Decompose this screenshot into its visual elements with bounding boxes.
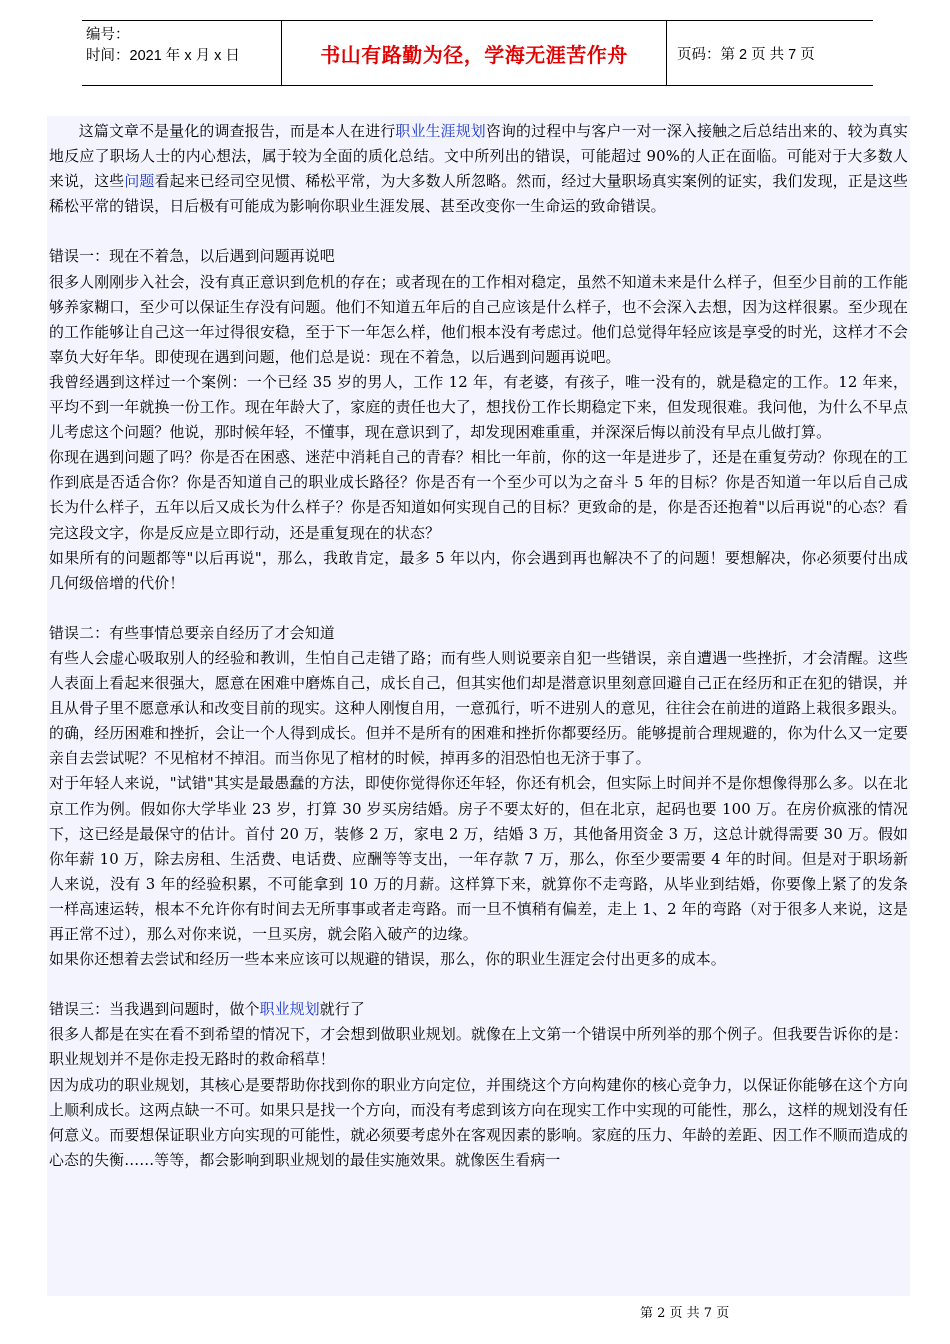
career-planning-link[interactable]: 职业生涯规划 [395, 122, 486, 140]
error-three-paragraph-2: 因为成功的职业规划，其核心是要帮助你找到你的职业方向定位，并围绕这个方向构建你的核心竞争力，以保证你能够在这个方向上顺利成长。这两点缺一不可。如果只是找一个方向，而没有考虑到该方向在现实工作中实现的可能性，那么，这样的规划没有任何意义。而要想保证职业方向实现的可能性，就必须要考虑外在客观因素的影响。家庭的压力、年龄的差距、因工作不顺而造成的心态的失衡……等等，都会影响到职业规划的最佳实施效果。就像医生看病一 [49, 1075, 908, 1169]
page-header [82, 20, 873, 86]
error-one-paragraph-2: 我曾经遇到这样过一个案例：一个已经 35 岁的男人，工作 12 年，有老婆，有孩子，唯一没有的，就是稳定的工作。12 年来，平均不到一年就换一份工作。现在年龄大了，家庭的责任也大了，想找份工作长期稳定下来，但发现很难。我问他，为什么不早点儿考虑这个问题？他说，那时候年轻，不懂事，现在意识到了，却发现困难重重，并深深后悔以前没有早点儿做打算。 [49, 372, 908, 442]
error-two-paragraph-3: 对于年轻人来说，"试错"其实是最愚蠢的方法，即使你觉得你还年轻，你还有机会，但实际上时间并不是你想像得那么多。以在北京工作为例。假如你大学毕业 23 岁，打算 30 岁买房结婚。房子不要太好的，但在北京，起码也要 100 万。在房价疯涨的情况下，这已经是最保守的估计。首付 20 万，装修 2 万，家电 2 万，结婚 3 万，其他备用资金 3 万，这总计就得需要 30 万。假如你年薪 10 万，除去房租、生活费、电话费、应酬等等支出，一年存款 7 万，那么，你至少要需要 4 年的时间。但是对于职场新人来说，没有 3 年的经验积累，不可能拿到 10 万的月薪。这样算下来，就算你不走弯路，从毕业到结婚，你要像上紧了的发条一样高速运转，根本不允许你有时间去无所事事或者走弯路。而一旦不慎稍有偏差，走上 1、2 年的弯路（对于很多人来说，这是再正常不过），那么对你来说，一旦买房，就会陷入破产的边缘。 [49, 774, 908, 943]
error-two-paragraph-4: 如果你还想着去尝试和经历一些本来应该可以规避的错误，那么，你的职业生涯定会付出更多的成本。 [49, 950, 726, 969]
error-two-heading: 错误二：有些事情总要亲自经历了才会知道 [49, 623, 335, 642]
spacer [49, 219, 908, 244]
spacer [49, 596, 908, 621]
document-number-label: 编号： [86, 27, 130, 43]
document-time-label: 时间：2021 年 x 月 x 日 [86, 48, 240, 64]
error-two-paragraph-2: 的确，经历困难和挫折，会让一个人得到成长。但并不是所有的困难和挫折你都要经历。能够提前合理规避的，你为什么又一定要亲自去尝试呢？不见棺材不掉泪。而当你见了棺材的时候，掉再多的泪恐怕也无济于事了。 [49, 724, 908, 768]
header-motto: 书山有路勤为径，学海无涯苦作舟 [282, 21, 667, 85]
intro-paragraph: 这篇文章不是量化的调查报告，而是本人在进行职业生涯规划咨询的过程中与客户一对一深入接触之后总结出来的、较为真实地反应了职场人士的内心想法，属于较为全面的质化总结。文中所列出的错误，可能超过 90%的人正在面临。可能对于大多数人来说，这些问题看起来已经司空见惯、稀松平常，为大多数人所忽略。然而，经过大量职场真实案例的证实，我们发现，正是这些稀松平常的错误，日后极有可能成为影响你职业生涯发展、甚至改变你一生命运的致命错误。 [49, 122, 909, 216]
header-page-info: 页码：第 2 页 共 7 页 [677, 46, 815, 63]
error-two-paragraph-1: 有些人会虚心吸取别人的经验和教训，生怕自己走错了路；而有些人则说要亲自犯一些错误，亲自遭遇一些挫折，才会清醒。这些人表面上看起来很强大，愿意在困难中磨炼自己，成长自己，但其实他们却是潜意识里刻意回避自己正在经历和正在犯的错误，并且从骨子里不愿意承认和改变目前的现实。这种人刚愎自用，一意孤行，听不进别人的意见，往往会在前进的道路上栽很多跟头。 [49, 648, 908, 718]
header-meta [82, 21, 282, 85]
problem-link[interactable]: 问题 [124, 172, 155, 191]
error-three-heading: 错误三：当我遇到问题时，做个职业规划就行了 [49, 1000, 365, 1019]
error-three-paragraph-1: 很多人都是在实在看不到希望的情况下，才会想到做职业规划。就像在上文第一个错误中所列举的那个例子。但我要告诉你的是：职业规划并不是你走投无路时的救命稻草！ [49, 1025, 908, 1069]
article-body [47, 116, 910, 1296]
error-one-paragraph-4: 如果所有的问题都等"以后再说"，那么，我敢肯定，最多 5 年以内，你会遇到再也解决不了的问题！要想解决，你必须要付出成几何级倍增的代价！ [49, 548, 908, 592]
error-one-heading: 错误一：现在不着急，以后遇到问题再说吧 [49, 247, 335, 266]
spacer [49, 972, 908, 997]
error-one-paragraph-3: 你现在遇到问题了吗？你是否在困惑、迷茫中消耗自己的青春？相比一年前，你的这一年是进步了，还是在重复劳动？你现在的工作到底是否适合你？你是否知道自己的职业成长路径？你是否有一个至少可以为之奋斗 5 年的目标？你是否知道一年以后自己成长为什么样子，五年以后又成长为什么样子？你是否知道如何实现自己的目标？更致命的是，你是否还抱着"以后再说"的心态？看完这段文字，你是反应是立即行动，还是重复现在的状态？ [49, 448, 908, 542]
career-planning-heading-link[interactable]: 职业规划 [259, 1000, 320, 1019]
page-footer: 第 2 页 共 7 页 [640, 1306, 730, 1321]
error-one-paragraph-1: 很多人刚刚步入社会，没有真正意识到危机的存在；或者现在的工作相对稳定，虽然不知道未来是什么样子，但至少目前的工作能够养家糊口，至少可以保证生存没有问题。他们不知道五年后的自己应该是什么样子，也不会深入去想，因为这样很累。至少现在的工作能够让自己这一年过得很安稳，至于下一年怎么样，他们根本没有考虑过。他们总觉得年轻应该是享受的时光，这样才不会辜负大好年华。即使现在遇到问题，他们总是说：现在不着急，以后遇到问题再说吧。 [49, 272, 908, 366]
